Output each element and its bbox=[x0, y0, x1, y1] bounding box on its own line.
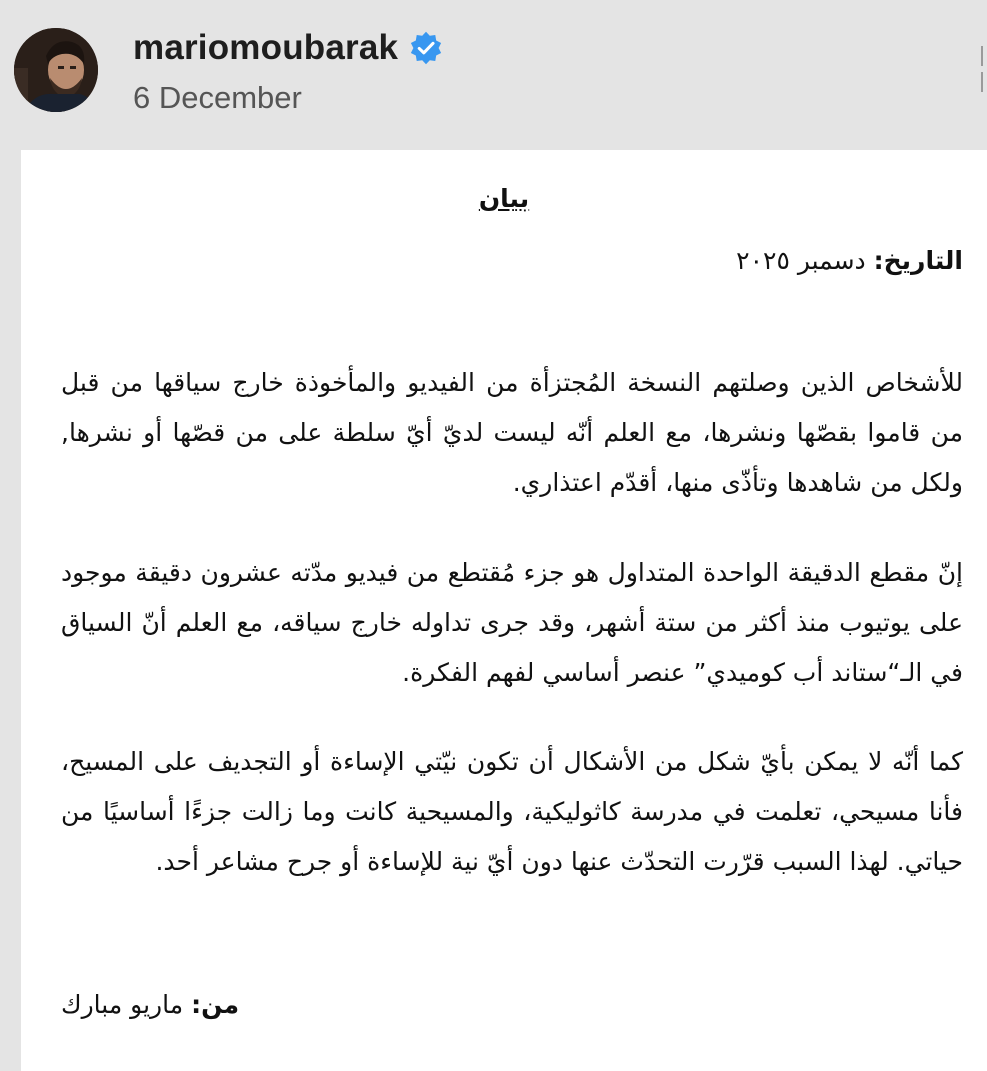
paragraph-context: إنّ مقطع الدقيقة الواحدة المتداول هو جزء مُقتطع من فيديو مدّته عشرون دقيقة موجود على يوتيوب منذ أكثر من ستة أشهر، وقد جرى تداوله خارج سياقه، مع العلم أنّ السياق في الـ“ستاند أب كوميدي” عنصر أساسي لفهم الفكرة. bbox=[61, 558, 963, 687]
scrollbar[interactable] bbox=[977, 0, 987, 92]
date-label: التاريخ: bbox=[873, 246, 963, 275]
verified-badge-icon bbox=[408, 30, 444, 66]
statement-document bbox=[21, 150, 987, 1071]
avatar[interactable] bbox=[14, 28, 98, 112]
signature-label: من: bbox=[191, 990, 240, 1019]
document-title: بيان bbox=[478, 184, 530, 213]
paragraph-apology: للأشخاص الذين وصلتهم النسخة المُجتزأة من الفيديو والمأخوذة خارج سياقها من قبل من قاموا بقصّها ونشرها، مع العلم أنّه ليست لديّ أيّ سلطة على من قصّها أو نشرها, ولكل من شاهدها وتأذّى منها، أقدّم اعتذاري. bbox=[61, 368, 963, 497]
username-row bbox=[133, 26, 444, 70]
signature bbox=[61, 990, 239, 1019]
username[interactable]: mariomoubarak bbox=[133, 28, 399, 67]
post-header bbox=[0, 0, 987, 150]
post-date: 6 December bbox=[133, 80, 302, 115]
signature-name: ماريو مبارك bbox=[61, 990, 184, 1019]
paragraph-intent: كما أنّه لا يمكن بأيّ شكل من الأشكال أن تكون نيّتي الإساءة أو التجديف على المسيح، فأنا مسيحي، تعلمت في مدرسة كاثوليكية، والمسيحية كانت وما زالت جزءًا أساسيًا من حياتي. لهذا السبب قرّرت التحدّث عنها دون أيّ نية للإساءة أو جرح مشاعر أحد. bbox=[61, 747, 963, 876]
document-date bbox=[736, 246, 963, 275]
profile-photo-icon bbox=[14, 28, 98, 112]
date-value: دسمبر ٢٠٢٥ bbox=[736, 246, 866, 275]
